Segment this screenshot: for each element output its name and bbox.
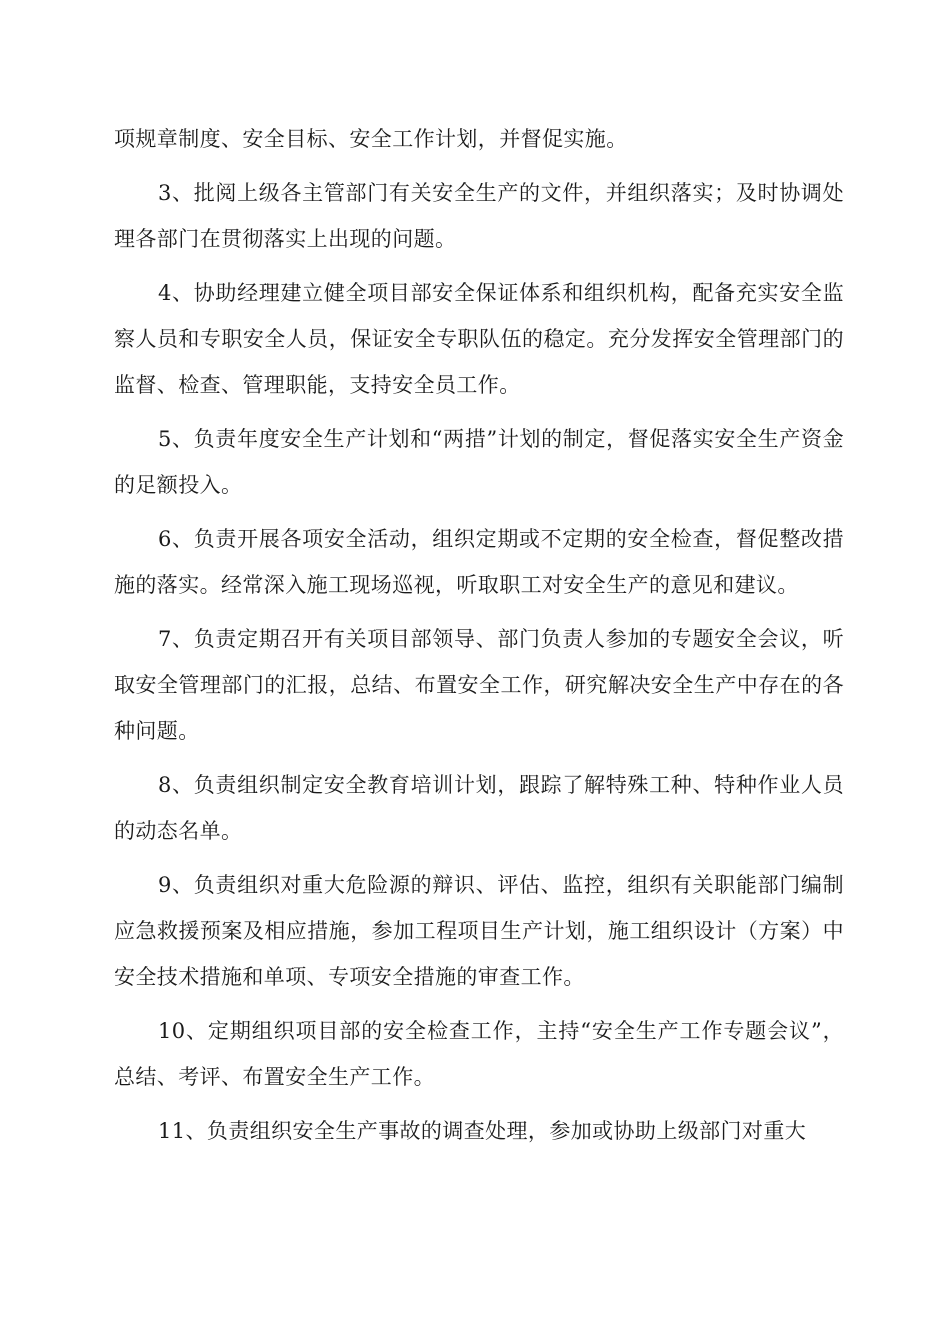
paragraph-item-4: 4、协助经理建立健全项目部安全保证体系和组织机构，配备充实安全监察人员和专职安全人员，保证安全专职队伍的稳定。充分发挥安全管理部门的监督、检查、管理职能，支持安全员工作。 bbox=[114, 281, 844, 397]
paragraph-item-8: 8、负责组织制定安全教育培训计划，跟踪了解特殊工种、特种作业人员的动态名单。 bbox=[114, 773, 844, 843]
paragraph-item-9: 9、负责组织对重大危险源的辩识、评估、监控，组织有关职能部门编制应急救援预案及相应措施，参加工程项目生产计划，施工组织设计（方案）中安全技术措施和单项、专项安全措施的审查工作。 bbox=[114, 873, 844, 989]
document-body bbox=[114, 116, 844, 1154]
paragraph-item-5: 5、负责年度安全生产计划和“两措”计划的制定，督促落实安全生产资金的足额投入。 bbox=[114, 427, 844, 497]
paragraph-item-7: 7、负责定期召开有关项目部领导、部门负责人参加的专题安全会议，听取安全管理部门的汇报，总结、布置安全工作，研究解决安全生产中存在的各种问题。 bbox=[114, 627, 844, 743]
paragraph-item-3: 3、批阅上级各主管部门有关安全生产的文件，并组织落实；及时协调处理各部门在贯彻落实上出现的问题。 bbox=[114, 181, 844, 251]
paragraph-item-10: 10、定期组织项目部的安全检查工作，主持“安全生产工作专题会议”，总结、考评、布置安全生产工作。 bbox=[114, 1019, 844, 1089]
paragraph-continuation: 项规章制度、安全目标、安全工作计划，并督促实施。 bbox=[114, 127, 628, 151]
paragraph-item-6: 6、负责开展各项安全活动，组织定期或不定期的安全检查，督促整改措施的落实。经常深入施工现场巡视，听取职工对安全生产的意见和建议。 bbox=[114, 527, 844, 597]
paragraph-item-11: 11、负责组织安全生产事故的调查处理，参加或协助上级部门对重大 bbox=[158, 1119, 807, 1143]
